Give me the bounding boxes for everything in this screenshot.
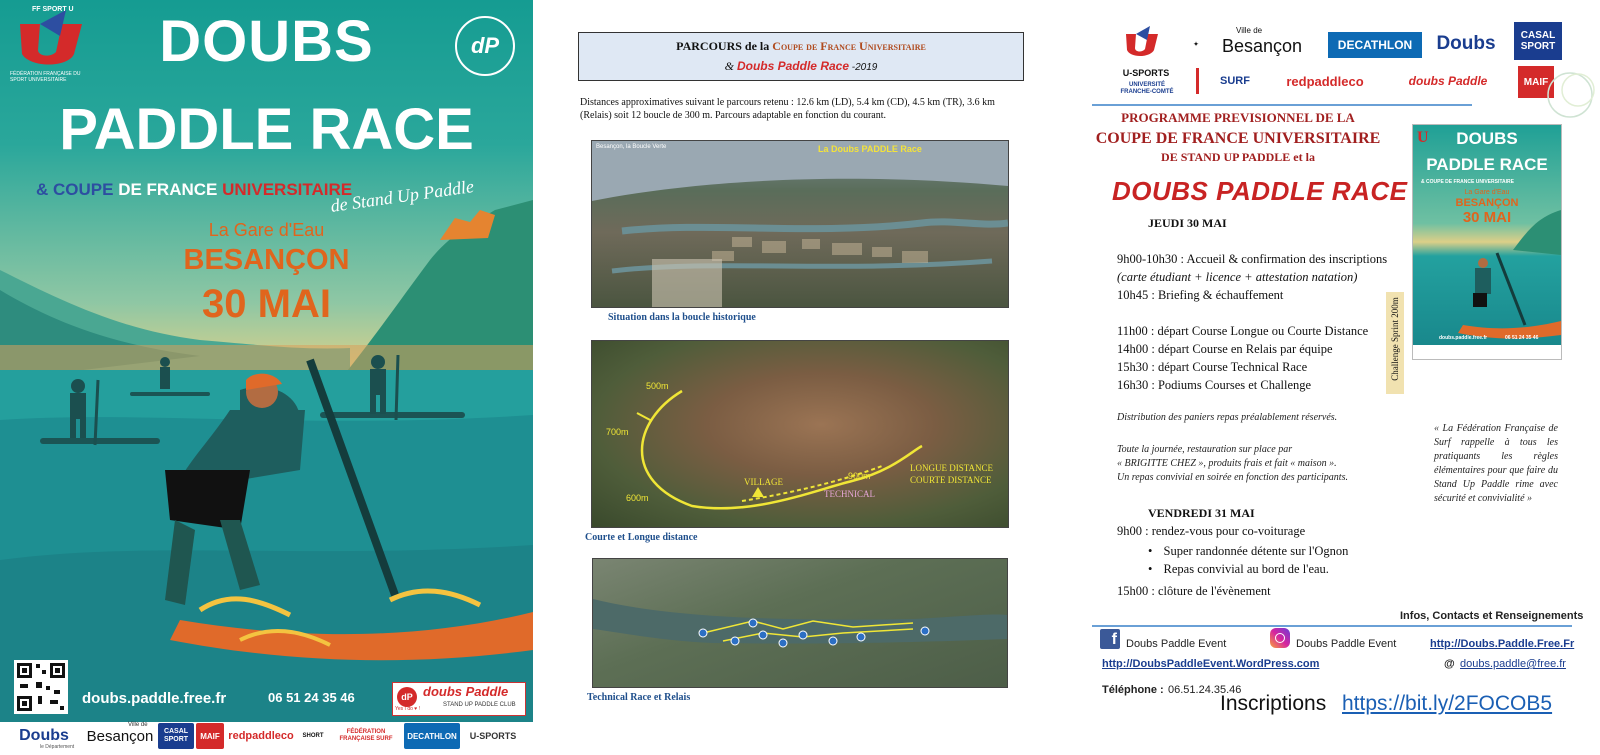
- photo3-course-map: [593, 559, 1007, 687]
- poster-subtitle-script: de Stand Up Paddle: [329, 176, 476, 216]
- logo-redpaddleco: redpaddleco: [228, 730, 294, 742]
- divider-contacts: [1092, 625, 1572, 627]
- logo-short: SHORT: [302, 733, 324, 739]
- facebook-icon[interactable]: f: [1100, 629, 1120, 649]
- day2-bullet1: • Super randonnée détente sur l'Ognon: [1148, 544, 1349, 558]
- poster-subtitle: [36, 180, 352, 200]
- event-poster: [0, 0, 533, 722]
- subtitle-de-france: DE FRANCE: [113, 180, 223, 199]
- label-500m: 500m: [646, 381, 669, 391]
- instagram-icon[interactable]: [1270, 628, 1290, 648]
- ffsu-caption: FÉDÉRATION FRANÇAISE DU SPORT UNIVERSITAIRE: [10, 71, 81, 83]
- parcours-intro: Distances approximatives suivant le parcours retenu : 12.6 km (LD), 5.4 km (CD), 4.5 km (TR), 3.6 km (Relais) soit 12 boucle de 300 m. Parcours adaptable en fonction du courant.: [580, 97, 995, 121]
- club-logo-tag: STAND UP PADDLE CLUB: [443, 702, 516, 708]
- right-logo-usports: U-SPORTS: [1122, 68, 1170, 78]
- label-longue-distance: LONGUE DISTANCE: [910, 463, 994, 473]
- poster-city: BESANÇON: [183, 244, 350, 276]
- label-courte-distance: COURTE DISTANCE: [910, 475, 992, 485]
- day2-bullet2: • Repas convivial au bord de l'eau.: [1148, 562, 1329, 576]
- day2-time: 9h00 : rendez-vous pour co-voiturage: [1117, 524, 1306, 538]
- challenge-sprint-label: Challenge Sprint 200m: [1390, 297, 1400, 381]
- ffsu-u-icon-small: [1120, 26, 1166, 60]
- logo-besancon-sub: Ville de: [128, 722, 148, 728]
- club-logo: [392, 682, 526, 716]
- wordpress-link[interactable]: http://DoubsPaddleEvent.WordPress.com: [1102, 658, 1320, 670]
- day1-title: JEUDI 30 MAI: [1148, 216, 1227, 230]
- right-logo-ff-surf: SURF: [1196, 68, 1271, 94]
- email-link[interactable]: doubs.paddle@free.fr: [1460, 658, 1566, 670]
- schedule2-2: 15h30 : départ Course Technical Race: [1117, 360, 1308, 374]
- inscriptions-link[interactable]: https://bit.ly/2FOCOB5: [1342, 692, 1553, 715]
- parcours-header-line1: [579, 39, 1023, 54]
- mini-poster-title2: PADDLE RACE: [1426, 155, 1548, 174]
- header-part2: Coupe de France Universitaire: [772, 39, 926, 53]
- divider-top: [1092, 104, 1472, 106]
- mini-poster-date: 30 MAI: [1462, 209, 1512, 226]
- club-logo-dp-icon: dP: [397, 687, 417, 707]
- label-900m: 900m: [848, 471, 871, 481]
- mini-poster-title1: DOUBS: [1456, 129, 1518, 148]
- closing-time: 15h00 : clôture de l'évènement: [1117, 584, 1271, 598]
- logo-doubs-sub: le Département: [40, 744, 75, 750]
- logo-ff-surf: FÉDÉRATION FRANÇAISE SURF: [339, 729, 393, 742]
- decorative-circles: [1540, 60, 1600, 130]
- subtitle-universitaire: UNIVERSITAIRE: [222, 180, 353, 199]
- distribution-note: Distribution des paniers repas préalablement réservés.: [1117, 412, 1338, 423]
- header-part1: PARCOURS de la: [676, 39, 773, 53]
- header-amp: &: [724, 59, 737, 73]
- label-village: VILLAGE: [744, 477, 783, 487]
- mini-poster-venue: La Gare d'Eau: [1464, 189, 1510, 196]
- photo3-caption: Technical Race et Relais: [587, 692, 691, 703]
- photo-boucle-historique: [591, 140, 1009, 308]
- photo1-label-left: Besançon, la Boucle Verte: [596, 144, 667, 150]
- subtitle-amp: & COUPE: [36, 180, 114, 199]
- photo-technical-relais: [592, 558, 1008, 688]
- inscriptions-label: Inscriptions: [1220, 692, 1327, 715]
- mini-poster-city: BESANÇON: [1455, 197, 1519, 209]
- right-logo-casal-sport: CASAL SPORT: [1514, 22, 1562, 60]
- logo-decathlon: DECATHLON: [404, 723, 460, 749]
- logo-maif: MAIF: [196, 723, 224, 749]
- prog-title3: DE STAND UP PADDLE et la: [1161, 150, 1315, 164]
- dp-logo-text: dP: [470, 33, 500, 58]
- header-race: Doubs Paddle Race: [736, 59, 849, 73]
- schedule2-3: 16h30 : Podiums Courses et Challenge: [1117, 378, 1312, 392]
- logo-doubs-text: Doubs: [19, 727, 69, 744]
- instagram-name[interactable]: Doubs Paddle Event: [1296, 638, 1397, 650]
- poster-venue: La Gare d'Eau: [208, 220, 325, 240]
- facebook-name[interactable]: Doubs Paddle Event: [1126, 638, 1227, 650]
- schedule1-2: 10h45 : Briefing & échauffement: [1117, 288, 1284, 302]
- photo1-illustration: [592, 141, 1008, 307]
- schedule1-0: 9h00-10h30 : Accueil & confirmation des inscriptions: [1117, 252, 1388, 266]
- day2-bullet2-text: Repas convivial au bord de l'eau.: [1163, 562, 1329, 576]
- mini-poster-sub: & COUPE DE FRANCE UNIVERSITAIRE: [1421, 179, 1514, 185]
- right-logo-doubs: Doubs: [1436, 33, 1496, 54]
- club-logo-name: doubs Paddle: [423, 684, 509, 699]
- right-logo-short-icon: ✦: [1193, 41, 1199, 48]
- poster-title-line2: PADDLE RACE: [59, 97, 474, 162]
- day2-title: VENDREDI 31 MAI: [1148, 506, 1255, 520]
- photo1-label-title: La Doubs PADDLE Race: [818, 144, 922, 154]
- prog-title1: PROGRAMME PREVISIONNEL DE LA: [1121, 110, 1355, 125]
- right-logo-redpaddleco: redpaddleco: [1286, 73, 1364, 89]
- logo-besancon-text: Besançon: [86, 727, 154, 745]
- phone-value: 06.51.24.35.46: [1168, 684, 1242, 696]
- mini-poster-phone: 06 51 24 35 46: [1505, 335, 1539, 341]
- schedule1-1: (carte étudiant + licence + attestation natation): [1117, 270, 1358, 284]
- label-technical: TECHNICAL: [824, 489, 875, 499]
- parcours-header-line2: [579, 59, 1023, 74]
- poster-date: 30 MAI: [202, 282, 331, 326]
- schedule2-1: 14h00 : départ Course en Relais par équipe: [1117, 342, 1333, 356]
- photo2-caption: Courte et Longue distance: [585, 532, 698, 543]
- logo-casal-sport: CASAL SPORT: [158, 723, 194, 749]
- right-logo-besancon: Besançon: [1222, 36, 1303, 56]
- prog-title2: COUPE DE FRANCE UNIVERSITAIRE: [1095, 130, 1381, 147]
- poster-title-line1: DOUBS: [159, 9, 374, 74]
- ffsu-badge: FF SPORT U: [32, 6, 74, 13]
- challenge-sprint-box: [1386, 292, 1404, 394]
- qr-code-icon[interactable]: [14, 660, 68, 714]
- photo-courte-longue: [591, 340, 1009, 528]
- club-logo-slogan: Yes I do ♥ !: [395, 706, 421, 712]
- mini-poster-u-icon: U: [1417, 129, 1429, 146]
- right-logo-universite: UNIVERSITÉ FRANCHE-COMTÉ: [1120, 82, 1174, 95]
- mini-poster-site: doubs.paddle.free.fr: [1439, 335, 1488, 341]
- resto-line3: Un repas convivial en soirée en fonction des participants.: [1117, 472, 1348, 483]
- logo-usports: U-SPORTS: [469, 731, 517, 741]
- header-year: -2019: [849, 62, 878, 73]
- resto-line1: Toute la journée, restauration sur place par: [1117, 444, 1293, 455]
- phone-label: Téléphone :: [1102, 684, 1164, 696]
- day2-bullet1-text: Super randonnée détente sur l'Ognon: [1163, 544, 1349, 558]
- label-600m: 600m: [626, 493, 649, 503]
- resto-line2: « BRIGITTE CHEZ », produits frais et fait « maison ».: [1117, 458, 1337, 469]
- website-link[interactable]: http://Doubs.Paddle.Free.Fr: [1430, 638, 1575, 650]
- photo1-caption: Situation dans la boucle historique: [608, 312, 756, 323]
- mini-poster: [1412, 124, 1562, 360]
- infos-title: Infos, Contacts et Renseignements: [1400, 610, 1584, 622]
- photo2-route-map: [592, 341, 1008, 527]
- poster-website[interactable]: doubs.paddle.free.fr: [82, 690, 227, 707]
- parcours-header: [578, 32, 1024, 81]
- right-ville-de: Ville de: [1236, 26, 1263, 35]
- right-logo-decathlon: DECATHLON: [1328, 32, 1422, 58]
- right-logo-maif: MAIF: [1518, 66, 1554, 98]
- poster-phone: 06 51 24 35 46: [268, 690, 355, 705]
- email-at: @: [1444, 658, 1455, 670]
- federation-note: « La Fédération Française de Surf rappelle à tous les pratiquants les règles élémentaires pour que faire du Stand Up Paddle rime avec sécurité et convivialité »: [1434, 423, 1558, 504]
- label-700m: 700m: [606, 427, 629, 437]
- right-logo-doubs-paddle: doubs Paddle: [1408, 74, 1488, 88]
- schedule2-0: 11h00 : départ Course Longue ou Courte Distance: [1117, 324, 1369, 338]
- race-name: DOUBS PADDLE RACE: [1112, 176, 1408, 206]
- right-logo-ffsu: [1120, 26, 1166, 60]
